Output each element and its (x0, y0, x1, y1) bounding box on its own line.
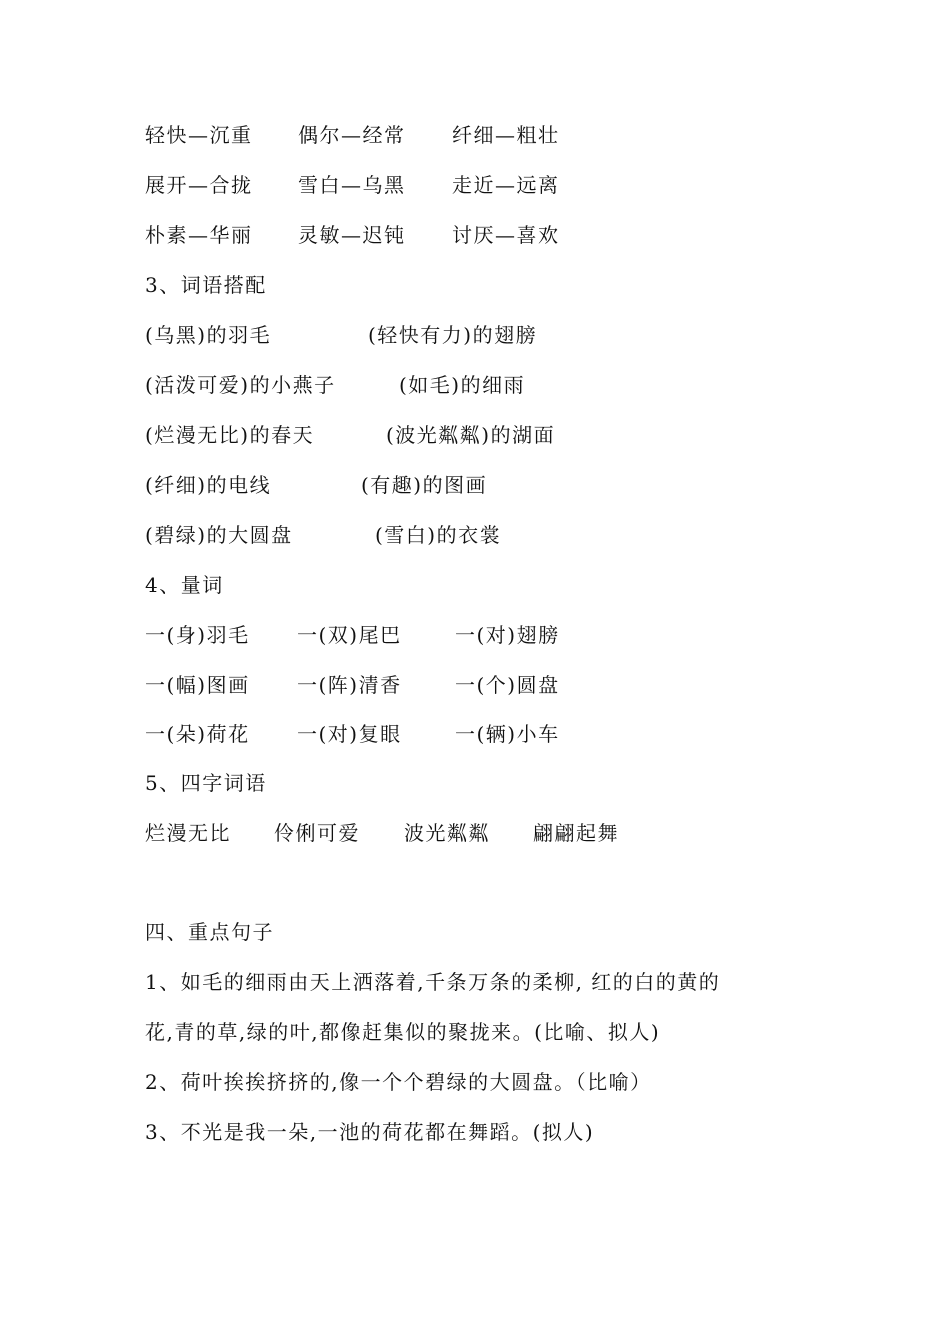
antonym-pair: 灵敏—迟钝 (298, 223, 406, 247)
idiom-item: 翩翩起舞 (533, 821, 619, 845)
antonym-pair: 偶尔—经常 (298, 123, 406, 147)
collocation-item: (碧绿)的大圆盘 (145, 523, 293, 547)
antonym-pair: 讨厌—喜欢 (452, 223, 560, 247)
idiom-item: 伶俐可爱 (274, 821, 360, 845)
collocation-item: (轻快有力)的翅膀 (368, 323, 538, 347)
section-heading-key-sentences: 四、重点句子 (145, 920, 274, 944)
measure-item: 一(身)羽毛 (145, 623, 250, 647)
idiom-item: 波光粼粼 (404, 821, 490, 845)
measure-item: 一(阵)清香 (297, 673, 402, 697)
measure-item: 一(朵)荷花 (145, 722, 250, 746)
sentence-line: 花,青的草,绿的叶,都像赶集似的聚拢来。(比喻、拟人) (145, 1020, 661, 1044)
antonym-pair: 纤细—粗壮 (452, 123, 560, 147)
antonym-pair: 雪白—乌黑 (298, 173, 406, 197)
collocation-item: (纤细)的电线 (145, 473, 272, 497)
collocation-item: (活泼可爱)的小燕子 (145, 373, 336, 397)
idiom-item: 烂漫无比 (145, 821, 231, 845)
measure-item: 一(幅)图画 (145, 673, 250, 697)
section-heading-collocation: 3、词语搭配 (145, 273, 267, 297)
sentence-line: 3、不光是我一朵,一池的荷花都在舞蹈。(拟人) (145, 1120, 595, 1144)
measure-item: 一(对)翅膀 (455, 623, 560, 647)
collocation-item: (雪白)的衣裳 (375, 523, 502, 547)
section-heading-idioms: 5、四字词语 (145, 771, 267, 795)
collocation-item: (乌黑)的羽毛 (145, 323, 272, 347)
sentence-line: 2、荷叶挨挨挤挤的,像一个个碧绿的大圆盘。（比喻） (145, 1070, 652, 1094)
measure-item: 一(个)圆盘 (455, 673, 560, 697)
measure-item: 一(对)复眼 (297, 722, 402, 746)
collocation-item: (烂漫无比)的春天 (145, 423, 315, 447)
sentence-line: 1、如毛的细雨由天上洒落着,千条万条的柔柳, 红的白的黄的 (145, 970, 721, 994)
collocation-item: (波光粼粼)的湖面 (386, 423, 556, 447)
antonym-pair: 轻快—沉重 (145, 123, 253, 147)
measure-item: 一(双)尾巴 (297, 623, 402, 647)
section-heading-measure-words: 4、量词 (145, 573, 224, 597)
measure-item: 一(辆)小车 (455, 722, 560, 746)
antonym-pair: 展开—合拢 (145, 173, 253, 197)
collocation-item: (有趣)的图画 (361, 473, 488, 497)
antonym-pair: 走近—远离 (452, 173, 560, 197)
antonym-pair: 朴素—华丽 (145, 223, 253, 247)
collocation-item: (如毛)的细雨 (399, 373, 526, 397)
